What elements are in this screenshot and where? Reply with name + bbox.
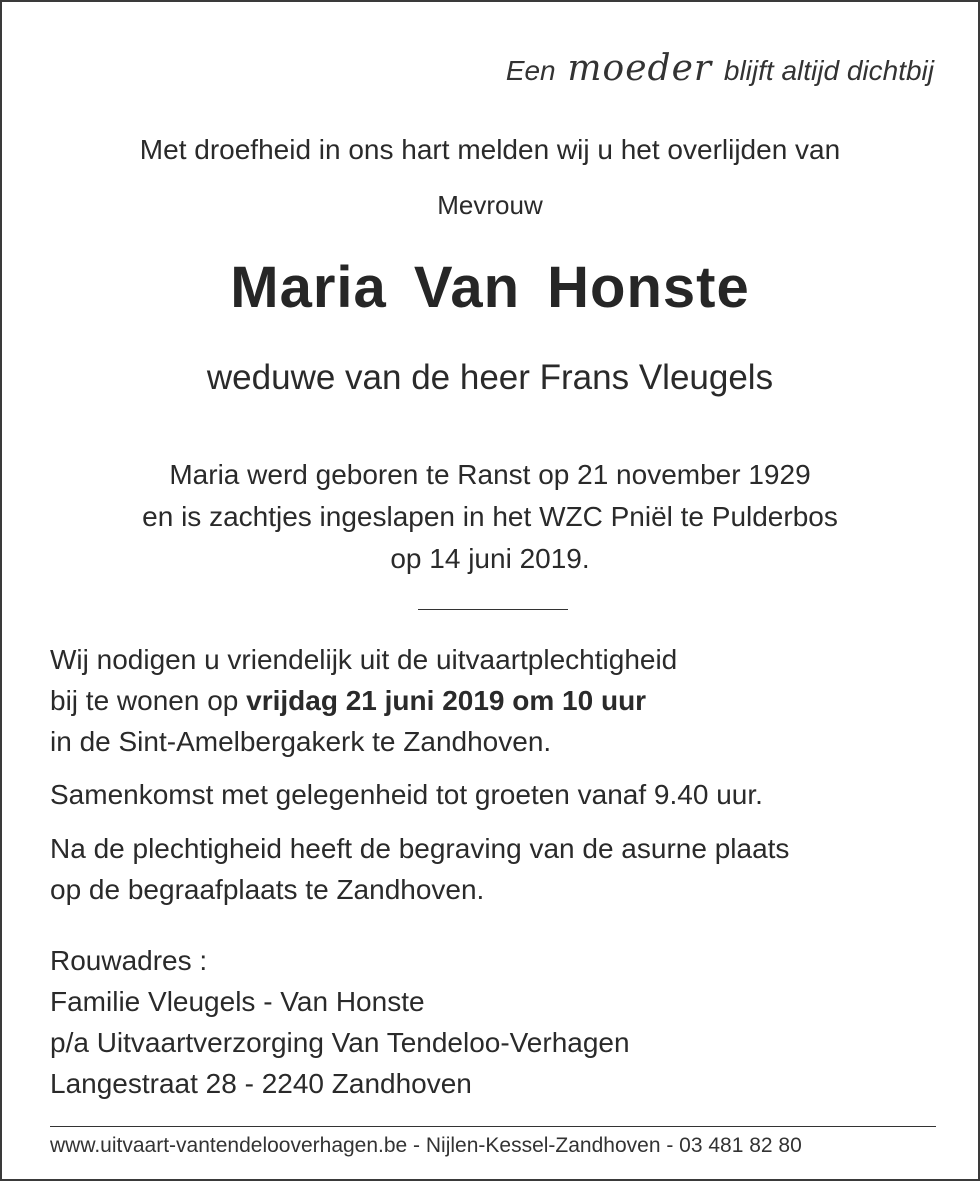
- bio-line-birth: Maria werd geboren te Ranst op 21 november 1929: [169, 459, 811, 490]
- invite-line-1: Wij nodigen u vriendelijk uit de uitvaartplechtigheid: [50, 644, 678, 675]
- motto: [506, 48, 934, 89]
- invite-line-3: in de Sint-Amelbergakerk te Zandhoven.: [50, 726, 552, 757]
- burial-line-1: Na de plechtigheid heeft de begraving van de asurne plaats: [50, 833, 790, 864]
- mourning-address: [50, 940, 630, 1104]
- deceased-name: Maria Van Honste: [230, 255, 750, 320]
- honorific: Mevrouw: [437, 190, 543, 220]
- footer-contact: www.uitvaart-vantendelooverhagen.be - Nijlen-Kessel-Zandhoven - 03 481 82 80: [50, 1134, 802, 1157]
- intro-text: Met droefheid in ons hart melden wij u het overlijden van: [139, 134, 841, 165]
- funeral-invitation: [50, 639, 677, 762]
- biography: [2, 454, 978, 580]
- bio-line-death-place: en is zachtjes ingeslapen in het WZC Pniël te Pulderbos: [142, 501, 838, 532]
- motto-prefix: Een: [505, 55, 556, 86]
- funeral-date-time: vrijdag 21 juni 2019 om 10 uur: [246, 685, 647, 716]
- invite-line-2: [50, 680, 677, 721]
- motto-suffix: blijft altijd dichtbij: [723, 55, 934, 86]
- bio-line-death-date: op 14 juni 2019.: [390, 543, 590, 574]
- burial-text: [50, 828, 789, 910]
- short-divider: [418, 609, 568, 610]
- address-family: Familie Vleugels - Van Honste: [50, 986, 425, 1017]
- spouse-line: weduwe van de heer Frans Vleugels: [206, 358, 774, 397]
- address-label: Rouwadres :: [50, 945, 208, 976]
- gathering-text: Samenkomst met gelegenheid tot groeten vanaf 9.40 uur.: [50, 779, 763, 810]
- address-street: Langestraat 28 - 2240 Zandhoven: [50, 1068, 472, 1099]
- burial-line-2: op de begraafplaats te Zandhoven.: [50, 874, 485, 905]
- footer-divider: [50, 1126, 936, 1127]
- address-funeral-home: p/a Uitvaartverzorging Van Tendeloo-Verhagen: [50, 1027, 630, 1058]
- invite-line-2-prefix: bij te wonen op: [50, 685, 247, 716]
- motto-script-word: moeder: [567, 48, 713, 89]
